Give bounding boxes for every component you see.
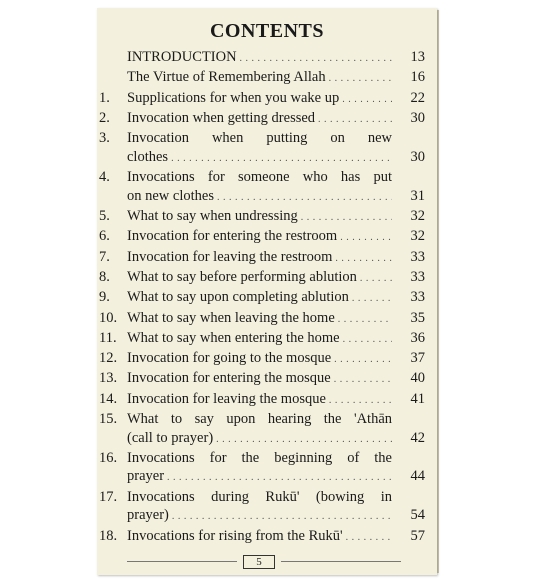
toc-entry-number: 15. (99, 411, 118, 427)
toc-entry-number: 12. (99, 350, 118, 367)
toc-entry-title (127, 488, 392, 525)
toc-entry-title-line: Invocation for leaving the mosque . . . (127, 390, 392, 409)
toc-entry-title (127, 449, 392, 486)
toc-entry-title-line: What to say upon completing ablution . . . (127, 288, 392, 307)
toc-entry-title-line: INTRODUCTION . . . (127, 48, 392, 67)
toc-entry-title-line: Supplications for when you wake up . . . (127, 89, 392, 108)
toc-entry-title (127, 349, 392, 368)
toc-entry-page: 32 (410, 208, 425, 224)
toc-entry-page: 30 (410, 148, 425, 165)
toc-entry-title-line: What to say when entering the home . . . (127, 329, 392, 348)
toc-entry-page: 42 (410, 429, 425, 446)
toc-entry-title (127, 248, 392, 267)
toc-entry-title-line: Invocations for someone who has put (127, 169, 392, 186)
toc-entry-title-line: What to say before performing ablution . . . (127, 268, 392, 287)
toc-entry-number: 1. (99, 89, 110, 106)
toc-entry-number: 16. (99, 449, 118, 466)
toc-entry-title (127, 369, 392, 388)
toc-entry-title-line: Invocation for leaving the restroom . . . (127, 248, 392, 267)
book-page (97, 8, 437, 575)
toc-entry-title (127, 410, 392, 447)
toc-entry-title-line: on new clothes . . . (127, 187, 392, 206)
toc-entry-title (127, 48, 392, 67)
toc-entry-title (127, 68, 392, 87)
toc-entry-page: 22 (410, 89, 425, 106)
toc-entry-title-line: Invocation for entering the mosque . . . (127, 369, 392, 388)
toc-entry-number: 18. (99, 527, 118, 544)
toc-entry-page: 33 (410, 268, 425, 285)
toc-entry-title-line: What to say when leaving the home . . . (127, 309, 392, 328)
toc-entry-title (127, 109, 392, 128)
toc-entry-page: 41 (410, 390, 425, 407)
toc-entry-number: 5. (99, 208, 110, 224)
toc-entry-title-line: Invocations for rising from the Rukū' . . . (127, 527, 392, 546)
toc-entry-number: 4. (99, 169, 110, 186)
toc-entry-page: 13 (410, 49, 425, 65)
toc-entry-number: 11. (99, 329, 117, 346)
toc-entry-title (127, 227, 392, 246)
toc-entry-page: 36 (410, 329, 425, 346)
toc-entry-title-line: clothes . . . (127, 148, 392, 167)
toc-entry-number: 3. (99, 130, 110, 147)
toc-entry-title (127, 89, 392, 108)
toc-entry-page: 35 (410, 309, 425, 326)
toc-entry-title (127, 329, 392, 348)
toc-entry-title (127, 207, 392, 226)
toc-entry-title (127, 390, 392, 409)
footer-rule-left (127, 561, 237, 562)
toc-entry-page: 30 (410, 109, 425, 126)
toc-entry-title (127, 129, 392, 166)
toc-entry-title-line: What to say upon hearing the 'Athān (127, 411, 392, 427)
toc-entry-page: 31 (410, 187, 425, 204)
toc-entry-number: 14. (99, 390, 118, 407)
toc-entry-page: 40 (410, 370, 425, 387)
toc-entry-title-line: Invocation for entering the restroom . . . (127, 227, 392, 246)
toc-entry-page: 54 (410, 507, 425, 524)
toc-entry-page: 37 (410, 350, 425, 367)
toc-entry-title-line: The Virtue of Remembering Allah . . . (127, 68, 392, 87)
toc-entry-number: 10. (99, 309, 118, 326)
toc-entry-number: 13. (99, 370, 118, 387)
toc-entry-number: 8. (99, 268, 110, 285)
toc-entry-page: 44 (410, 468, 425, 485)
toc-entry-title-line: Invocations during Rukū' (bowing in (127, 488, 392, 505)
toc-entry-page: 32 (410, 228, 425, 245)
toc-entry-title-line: What to say when undressing . . . (127, 207, 392, 226)
toc-entry-number: 9. (99, 289, 110, 306)
toc-entry-title-line: Invocation when getting dressed . . . (127, 109, 392, 128)
toc-entry-title-line: Invocation when putting on new (127, 130, 392, 147)
toc-entry-title (127, 309, 392, 328)
toc-entry-page: 57 (410, 527, 425, 544)
page-number-box: 5 (243, 555, 275, 569)
toc-entry-title-line: (call to prayer) . . . (127, 429, 392, 448)
toc-entry-number: 2. (99, 109, 110, 126)
toc-entry-title-line: Invocations for the beginning of the (127, 449, 392, 466)
toc-entry-number: 6. (99, 228, 110, 245)
toc-entry-number: 17. (99, 488, 118, 505)
toc-entry-title (127, 527, 392, 546)
toc-entry-title (127, 288, 392, 307)
toc-entry-page: 16 (410, 69, 425, 86)
toc-entry-title-line: Invocation for going to the mosque . . . (127, 349, 392, 368)
toc-entry-number: 7. (99, 248, 110, 265)
footer-rule-right (281, 561, 401, 562)
page-title: CONTENTS (209, 20, 325, 42)
toc-entry-page: 33 (410, 289, 425, 306)
toc-entry-title (127, 168, 392, 205)
toc-entry-title-line: prayer) . . . (127, 506, 392, 525)
toc-entry-title (127, 268, 392, 287)
toc-entry-title-line: prayer . . . (127, 467, 392, 486)
toc-entry-page: 33 (410, 248, 425, 265)
